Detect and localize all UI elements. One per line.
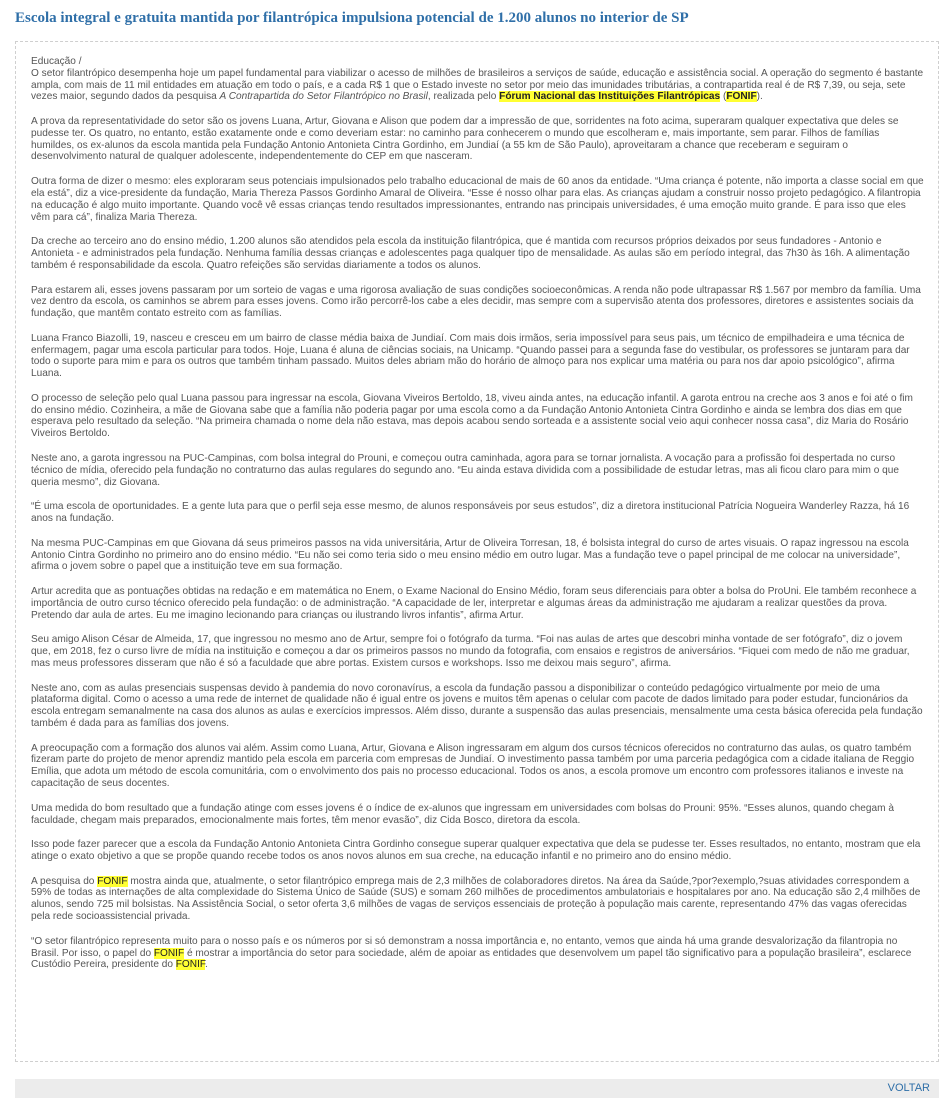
article-paragraph: “É uma escola de oportunidades. E a gente luta para que o perfil seja esse mesmo, de alunos responsáveis por seus estudos”, diz a diretora institucional Patrícia Nogueira Wanderley Razza, há 16 anos na fundação. [31, 501, 910, 525]
article-headline: Escola integral e gratuita mantida por filantrópica impulsiona potencial de 1.200 alunos no interior de SP [15, 10, 689, 26]
article-paragraph-closing-quote [31, 936, 924, 971]
text-segment: mostra ainda que, atualmente, o setor filantrópico emprega mais de 2,3 milhões de colaboradores diretos. Na área da Saúde,?por?exemplo,?suas atividades correspondem a 59% de todas as internações de alta complexidade do Sistema Único de Saúde (SUS) e somam 260 milhões de procedimentos ambulatoriais e hospitalares por ano. Na educação são 2,4 milhões de alunos, sendo 725 mil bolsistas. Na Assistência Social, o setor oferta 3,6 milhões de vagas de serviços essenciais de proteção à população mais carente, representando 47% das vagas oferecidas pela rede socioassistencial privada. [31, 875, 921, 923]
highlight-fonif: FONIF [175, 959, 205, 971]
text-segment: “O setor filantrópico representa muito para o nosso país e os números por si só demonstram a nossa importância e, no entanto, vemos que ainda há uma grande desvalorização da filantropia no Brasil. Por isso, o papel do [31, 935, 898, 959]
highlight-fonif: FONIF [153, 947, 185, 959]
article-paragraph-intro [31, 56, 924, 103]
article-paragraph: Isso pode fazer parecer que a escola da Fundação Antonio Antonieta Cintra Gordinho consegue superar qualquer expectativa que dela se pudesse ter. Esses resultados, no entanto, mostram que ela atinge o exato objetivo a que se propõe quando recebe todos os anos novos alunos em sua creche, na educação infantil e no primeiro ano do ensino médio. [31, 839, 921, 862]
article-paragraph: Seu amigo Alison César de Almeida, 17, que ingressou no mesmo ano de Artur, sempre foi o fotógrafo da turma. “Foi nas aulas de artes que descobri minha vontade de ser fotógrafo”, diz o jovem que, em 2018, fez o curso livre de mídia na instituição e começou a dar os primeiros passos no mundo da fotografia, com ensaios e registros de aniversários. “Fiquei com medo de não me graduar, mas meus professores disseram que não é só a faculdade que abre portas. Existem cursos e workshops. Isso me deixou mais seguro”, afirma. [31, 634, 910, 669]
article-paragraph: Luana Franco Biazolli, 19, nasceu e cresceu em um bairro de classe média baixa de Jundiaí. Com mais dois irmãos, seria impossível para seus pais, um técnico de empilhadeira e uma técnica de enfermagem, pagar uma escola particular para todos. Hoje, Luana é aluna de ciências sociais, na Unicamp. “Quando passei para a segunda fase do vestibular, os professores se juntaram para dar todo o suporte para mim e para os outros que também tinham passado. Muitos deles abriam mão do horário de almoço para nos explicar uma matéria ou para nos dar apoio psicológico”, afirma Luana. [31, 332, 910, 380]
article-paragraph: Artur acredita que as pontuações obtidas na redação e em matemática no Enem, o Exame Nacional do Ensino Médio, foram seus diferenciais para obter a bolsa do ProUni. Ele também reconhece a importância de outro curso técnico oferecido pela fundação: o de administração. “A capacidade de ler, interpretar e algumas áreas da administração me ajudaram a realizar questões da prova. Pretendo dar aula de artes. Eu me imagino lecionando para crianças ou ilustrando livros infantis”, afirma Artur. [31, 586, 917, 621]
text-segment: ( [720, 91, 727, 103]
article-body [15, 41, 939, 1062]
text-segment: A pesquisa do [31, 875, 98, 887]
back-link[interactable]: VOLTAR [887, 1082, 930, 1094]
category-label: Educação / [31, 56, 82, 67]
text-segment: O setor filantrópico desempenha hoje um papel fundamental para viabilizar o acesso de milhões de brasileiros a serviços de saúde, educação e assistência social. A operação do segmento é bastante ampla, com mais de 11 mil entidades em atuação em todo o país, e a cada R$ 1 que o Estado investe no setor por meio das imunidades tributárias, a contrapartida real é de R$ 7,39, ou seja, sete vezes maior, segundo dados da pesquisa [31, 67, 924, 103]
highlight-fonif: FONIF [726, 91, 757, 103]
article-paragraph-fonif-research [31, 876, 924, 923]
article-paragraph: Da creche ao terceiro ano do ensino médio, 1.200 alunos são atendidos pela escola da instituição filantrópica, que é mantida com recursos próprios deixados por seus fundadores - Antonio e Antonieta - e administrados pela fundação. Nenhuma família dessas crianças e adolescentes paga qualquer tipo de mensalidade. As aulas são em período integral, das 7h30 às 16h. A alimentação também é responsabilidade da escola. Quatro refeições são servidas diariamente a todos os alunos. [31, 236, 910, 271]
article-paragraph: Para estarem ali, esses jovens passaram por um sorteio de vagas e uma rigorosa avaliação de suas condições socioeconômicas. A renda não pode ultrapassar R$ 1.567 por membro da família. Uma vez dentro da escola, os caminhos se abrem para esses jovens. Como irão percorrê-los cabe a eles decidir, mas sempre com a supervisão atenta dos professores, diretores e assistentes sociais da fundação, que mantêm contato estreito com as famílias. [31, 284, 921, 320]
research-title: A Contrapartida do Setor Filantrópico no Brasil [219, 91, 428, 103]
text-segment: ). [756, 91, 763, 103]
article-paragraph: Na mesma PUC-Campinas em que Giovana dá seus primeiros passos na vida universitária, Artur de Oliveira Torresan, 18, é bolsista integral do curso de artes visuais. O rapaz ingressou na escola Antonio Cintra Gordinho no primeiro ano do ensino médio. “Eu não sei como teria sido o meu ensino médio em outro lugar. Mas a fundação teve o papel principal de me colocar na universidade”, afirma o jovem sobre o papel que a instituição teve em sua formação. [31, 537, 909, 573]
highlight-fonif: FONIF [97, 875, 128, 887]
article-paragraph: Neste ano, a garota ingressou na PUC-Campinas, com bolsa integral do Prouni, e começou outra caminhada, agora para se tornar jornalista. A vocação para a profissão foi despertada no curso técnico de mídia, oferecido pela fundação no contraturno das aulas regulares do segundo ano. “Eu ainda estava dividida com a possibilidade de estudar letras, mas ali ficou claro para mim o que queria mesmo”, diz Giovana. [31, 452, 900, 488]
article-paragraph: A preocupação com a formação dos alunos vai além. Assim como Luana, Artur, Giovana e Alison ingressaram em algum dos cursos técnicos oferecidos no contraturno das aulas, os quatro também fizeram parte do projeto de menor aprendiz mantido pela escola em parceria com empresas de Jundiaí. O investimento passa também por uma parceria pedagógica com a cidade italiana de Reggio Emília, que adota um método de escola comunitária, com o envolvimento dos pais no processo educacional. Todos os anos, a escola promove um encontro com professores italianos e investe na capacitação de seus docentes. [31, 742, 915, 790]
text-segment: . [204, 959, 208, 971]
text-segment: é mostrar a importância do setor para sociedade, além de apoiar as entidades que desenvolvem um papel tão significativo para a população brasileira”, esclarece Custódio Pereira, presidente do [31, 947, 912, 971]
highlight-org-name: Fórum Nacional das Instituições Filantrópicas [499, 91, 721, 103]
article-paragraph: Outra forma de dizer o mesmo: eles exploraram seus potenciais impulsionados pelo trabalho educacional de mais de 60 anos da entidade. “Uma criança é potente, não importa a classe social em que ela está”, diz a vice-presidente da fundação, Maria Thereza Passos Gordinho Amaral de Oliveira. “Esse é nosso olhar para elas. As crianças ajudam a construir nosso projeto pedagógico. A filantropia na educação é algo muito importante. Quando você vê essas crianças tendo resultados impressionantes, entrando nas principais universidades, é uma emoção muito grande. É para isso que eles vêm para cá”, finaliza Maria Thereza. [31, 176, 924, 223]
article-paragraph: O processo de seleção pelo qual Luana passou para ingressar na escola, Giovana Viveiros Bertoldo, 18, viveu ainda antes, na educação infantil. A garota entrou na creche aos 3 anos e foi até o fim do ensino médio. Cozinheira, a mãe de Giovana sabe que a família não poderia pagar por uma escola como a da Fundação Antonio Antonieta Cintra Gordinho e ainda se lembra dos dias em que esperava pelo resultado da seleção. “Na primeira chamada o nome dela não estava, mas depois acabou sendo sorteada e a assistente social veio aqui conhecer nossa casa”, diz Maria do Rosário Viveiros Bertoldo. [31, 392, 913, 440]
footer-bar [15, 1079, 939, 1098]
text-segment: , realizada pelo [427, 91, 500, 103]
article-paragraph: A prova da representatividade do setor são os jovens Luana, Artur, Giovana e Alison que podem dar a impressão de que, sorridentes na foto acima, superaram qualquer expectativa que deles se pudesse ter. Os quatro, no entanto, estão exatamente onde e como deveriam estar: no caminho para conhecerem o mundo que escolheram e, mais importante, sem parar. Filhos de famílias humildes, os ex-alunos da escola mantida pela Fundação Antonio Antonieta Cintra Gordinho, em Jundiaí (a 55 km de São Paulo), aproveitaram a chance que receberam e seguiram o desenvolvimento natural de qualquer adolescente, independentemente do CEP em que nasceram. [31, 116, 899, 163]
article-paragraph: Neste ano, com as aulas presenciais suspensas devido à pandemia do novo coronavírus, a escola da fundação passou a disponibilizar o conteúdo pedagógico virtualmente por meio de uma plataforma digital. Como o acesso a uma rede de internet de qualidade não é igual entre os jovens e muitos têm apenas o celular com pacote de dados limitado para poder estudar, funcionários da escola entregam semanalmente na casa dos alunos as aulas e exercícios impressos. Além disso, durante a suspensão das aulas presenciais, mensalmente uma cesta básica oferecida pela fundação também é dada para as famílias dos jovens. [31, 682, 923, 729]
article-paragraph: Uma medida do bom resultado que a fundação atinge com esses jovens é o índice de ex-alunos que ingressam em universidades com bolsas do Prouni: 95%. “Esses alunos, quando chegam à faculdade, chegam mais preparados, emocionalmente mais fortes, têm menor evasão”, diz Cida Bosco, diretora da escola. [31, 802, 894, 826]
